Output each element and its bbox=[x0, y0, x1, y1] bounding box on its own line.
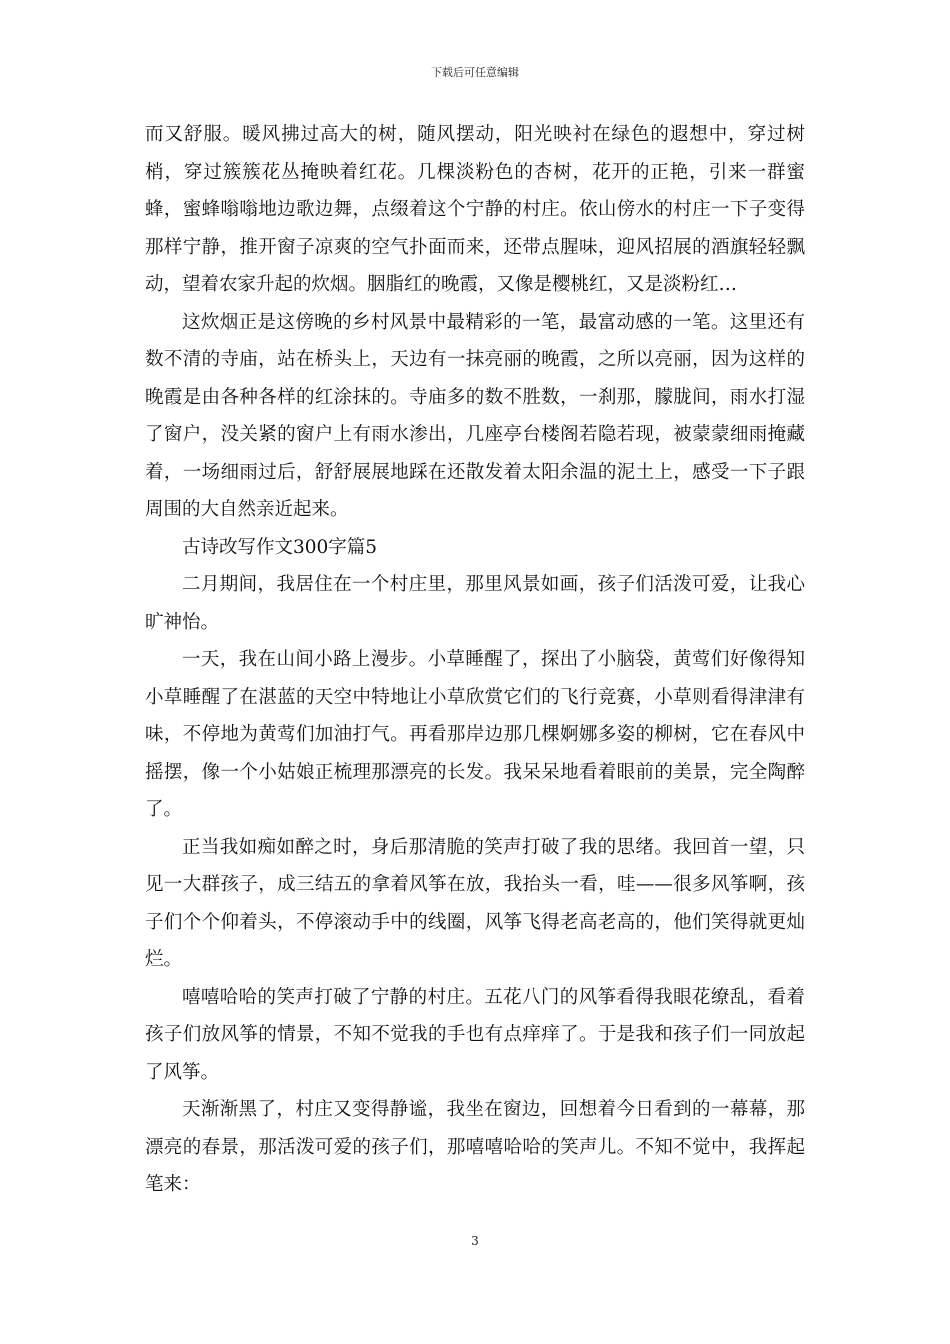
paragraph: 一天，我在山间小路上漫步。小草睡醒了，探出了小脑袋，黄莺们好像得知小草睡醒了在湛蓝的天空中特地让小草欣赏它们的飞行竞赛，小草则看得津津有味，不停地为黄莺们加油打气。再看那岸边那几棵婀娜多姿的柳树，它在春风中摇摆，像一个小姑娘正梳理那漂亮的长发。我呆呆地看着眼前的美景，完全陶醉了。 bbox=[145, 649, 805, 820]
page-header: 下载后可任意编辑 bbox=[431, 66, 519, 79]
paragraph: 天渐渐黑了，村庄又变得静谧，我坐在窗边，回想着今日看到的一幕幕，那漂亮的春景，那活泼可爱的孩子们，那嘻嘻哈哈的笑声儿。不知不觉中，我挥起笔来： bbox=[145, 1099, 805, 1195]
page-number: 3 bbox=[471, 1234, 479, 1248]
section-heading: 古诗改写作文300字篇5 bbox=[182, 536, 378, 558]
paragraph: 嘻嘻哈哈的笑声打破了宁静的村庄。五花八门的风筝看得我眼花缭乱，看着孩子们放风筝的情景，不知不觉我的手也有点痒痒了。于是我和孩子们一同放起了风筝。 bbox=[145, 986, 805, 1083]
paragraph: 这炊烟正是这傍晚的乡村风景中最精彩的一笔，最富动感的一笔。这里还有数不清的寺庙，站在桥头上，天边有一抹亮丽的晚霞，之所以亮丽，因为这样的晚霞是由各种各样的红涂抹的。寺庙多的数不胜数，一刹那，朦胧间，雨水打湿了窗户，没关紧的窗户上有雨水渗出，几座亭台楼阁若隐若现，被蒙蒙细雨掩藏着，一场细雨过后，舒舒展展地踩在还散发着太阳余温的泥土上，感受一下子跟周围的大自然亲近起来。 bbox=[145, 311, 805, 520]
paragraph: 正当我如痴如醉之时，身后那清脆的笑声打破了我的思绪。我回首一望，只见一大群孩子，成三结五的拿着风筝在放，我抬头一看，哇——很多风筝啊，孩子们个个仰着头，不停滚动手中的线圈，风筝飞得老高老高的，他们笑得就更灿烂。 bbox=[145, 836, 805, 970]
document-body bbox=[145, 116, 805, 1204]
paragraph: 二月期间，我居住在一个村庄里，那里风景如画，孩子们活泼可爱，让我心旷神怡。 bbox=[145, 574, 805, 633]
paragraph-continued: 而又舒服。暖风拂过高大的树，随风摆动，阳光映衬在绿色的遐想中，穿过树梢，穿过簇簇花丛掩映着红花。几棵淡粉色的杏树，花开的正艳，引来一群蜜蜂，蜜蜂嗡嗡地边歌边舞，点缀着这个宁静的村庄。依山傍水的村庄一下子变得那样宁静，推开窗子凉爽的空气扑面而来，还带点腥味，迎风招展的酒旗轻轻飘动，望着农家升起的炊烟。胭脂红的晚霞，又像是樱桃红，又是淡粉红… bbox=[145, 124, 805, 295]
